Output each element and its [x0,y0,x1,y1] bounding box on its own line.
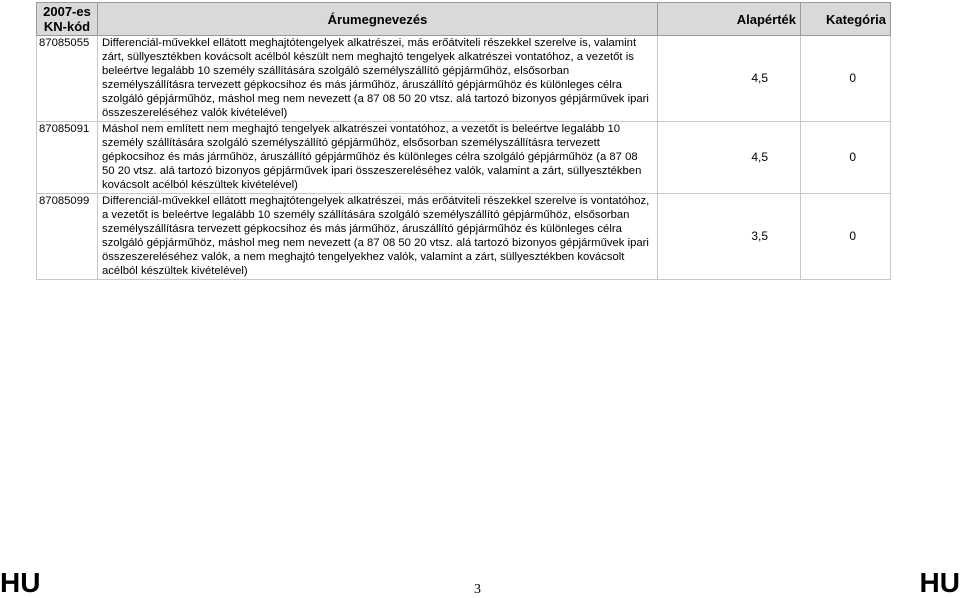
table-row [37,122,891,194]
table-row [37,194,891,280]
table-row [37,36,891,122]
row-category: 0 [801,194,891,280]
header-kn-code: 2007-es KN-kód [37,3,98,36]
row-category: 0 [801,122,891,194]
row-base-value: 3,5 [658,194,801,280]
row-code: 87085099 [37,194,98,280]
row-code: 87085055 [37,36,98,122]
header-category: Kategória [801,3,891,36]
tariff-table-container [36,2,890,280]
header-description: Árumegnevezés [98,3,658,36]
table-header-row [37,3,891,36]
row-base-value: 4,5 [658,36,801,122]
header-base-value: Alapérték [658,3,801,36]
row-category: 0 [801,36,891,122]
row-description: Máshol nem említett nem meghajtó tengelyek alkatrészei vontatóhoz, a vezetőt is beleértve legalább 10 személy szállítására szolgáló személyszállító gépjárműhöz, elsősorban személyszállításra tervezett gépkocsihoz és más járműhöz, áruszállító gépjárműhöz és különleges célra szolgáló gépjárműhöz (a 87 08 50 20 vtsz. alá tartozó bizonyos gépjárművek ipari összeszereléséhez valók, valamint a zárt, süllyesztékben kovácsolt acélból készültek kivételével) [98,122,658,194]
footer-country-code-left: HU [0,567,41,598]
footer-country-code-right: HU [919,567,960,598]
row-description: Differenciál-művekkel ellátott meghajtótengelyek alkatrészei, más erőátviteli részekkel szerelve is vontatóhoz, a vezetőt is beleértve legalább 10 személy szállítására szolgáló személyszállító gépjárműhöz, elsősorban személyszállításra tervezett gépkocsihoz és más járműhöz, áruszállító gépjárműhöz és különleges célra szolgáló gépjárműhöz, máshol meg nem nevezett (a 87 08 50 20 vtsz. alá tartozó bizonyos gépjárművek ipari összeszereléséhez valók, a nem meghajtó tengelyekhez valók, valamint a zárt, süllyesztékben kovácsolt acélból készültek kivételével) [98,194,658,280]
row-base-value: 4,5 [658,122,801,194]
row-code: 87085091 [37,122,98,194]
tariff-table [36,2,891,280]
page-number: 3 [474,582,481,597]
row-description: Differenciál-művekkel ellátott meghajtótengelyek alkatrészei, más erőátviteli részekkel szerelve is, valamint zárt, süllyesztékben kovácsolt acélból készült nem meghajtó tengelyek alkatrészei vontatóhoz, a vezetőt is beleértve legalább 10 személy szállítására szolgáló személyszállító gépjárműhöz, elsősorban személyszállításra tervezett gépkocsihoz és más járműhöz, áruszállító gépjárműhöz és különleges célra szolgáló gépjárműhöz, máshol meg nem nevezett (a 87 08 50 20 vtsz. alá tartozó bizonyos gépjárművek ipari összeszereléséhez valók kivételével) [98,36,658,122]
